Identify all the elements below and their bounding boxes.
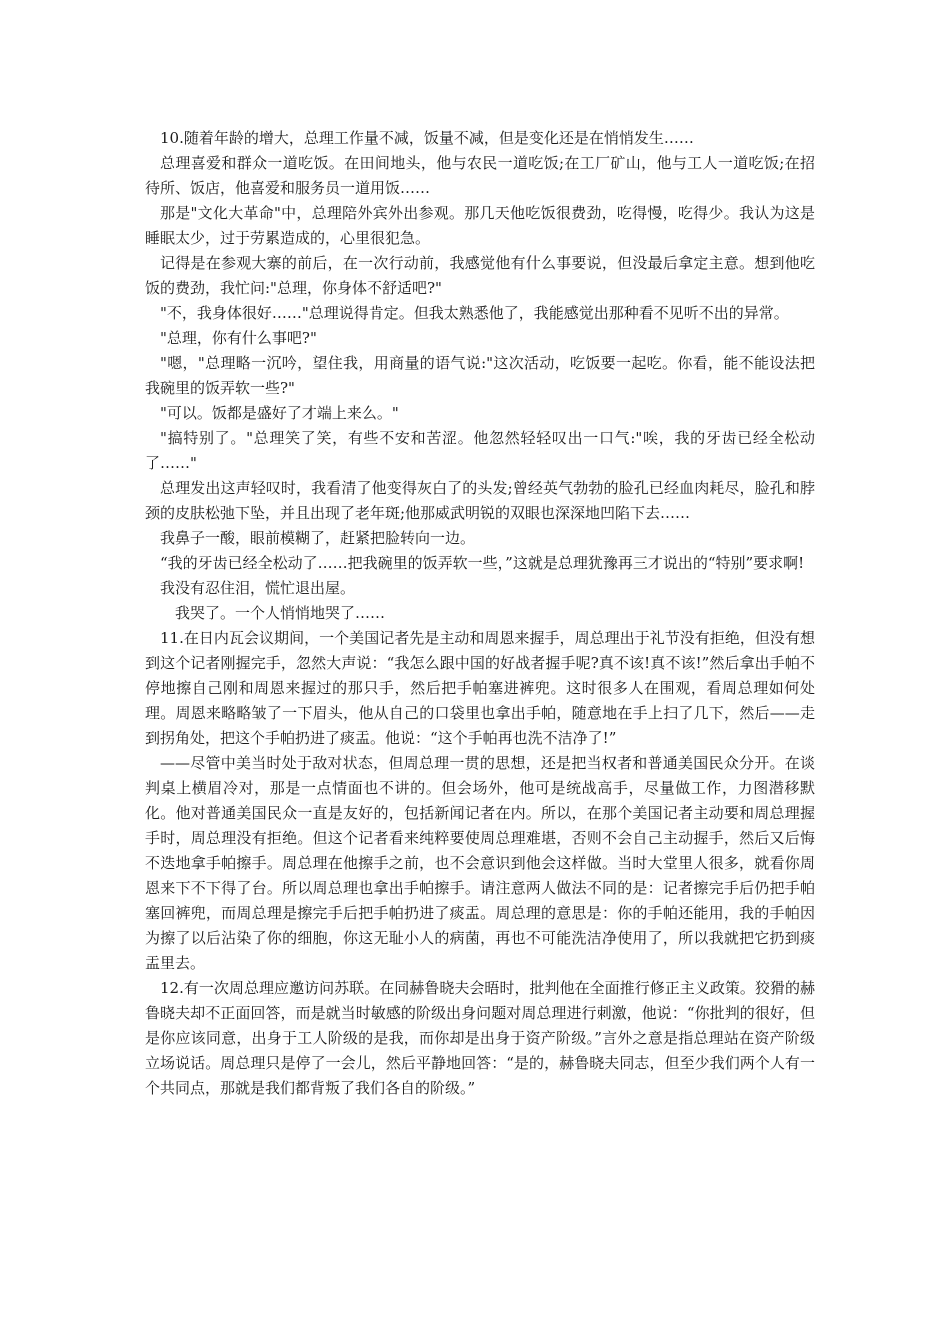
paragraph-tears: 我没有忍住泪，慌忙退出屋。 bbox=[160, 579, 356, 597]
paragraph-reply-can-do: "可以。饭都是盛好了才端上来么。" bbox=[160, 404, 399, 422]
paragraph-item-10-heading: 10.随着年龄的增大，总理工作量不减，饭量不减，但是变化还是在悄悄发生…… bbox=[160, 129, 694, 147]
paragraph-special-request: “我的牙齿已经全松动了……把我碗里的饭弄软一些，”这就是总理犹豫再三才说出的“特别”要求啊! bbox=[160, 554, 805, 572]
paragraph-dazhai-visit: 记得是在参观大寨的前后，在一次行动前，我感觉他有什么事要说，但没最后拿定主意。想到他吃饭的费劲，我忙问:"总理，你身体不舒适吧?" bbox=[145, 254, 815, 297]
paragraph-grey-hair: 总理发出这声轻叹时，我看清了他变得灰白了的头发;曾经英气勃勃的脸孔已经血肉耗尽，脸孔和脖颈的皮肤松弛下坠，并且出现了老年斑;他那威武明锐的双眼也深深地凹陷下去…… bbox=[145, 479, 815, 522]
paragraph-teeth-loose: "搞特别了。"总理笑了笑，有些不安和苦涩。他忽然轻轻叹出一口气:"唉，我的牙齿已经全松动了……" bbox=[145, 429, 815, 472]
paragraph-cultural-revolution: 那是"文化大革命"中，总理陪外宾外出参观。那几天他吃饭很费劲，吃得慢，吃得少。我认为这是睡眠太少，过于劳累造成的，心里很犯急。 bbox=[145, 204, 815, 247]
document-page bbox=[145, 126, 815, 1101]
paragraph-item-11-geneva: 11.在日内瓦会议期间，一个美国记者先是主动和周恩来握手，周总理出于礼节没有拒绝，但没有想到这个记者刚握完手，忽然大声说：“我怎么跟中国的好战者握手呢?真不该!真不该!”然后拿出手帕不停地擦自己刚和周恩来握过的那只手，然后把手帕塞进裤兜。这时很多人在围观，看周总理如何处理。周恩来略略皱了一下眉头，他从自己的口袋里也拿出手帕，随意地在手上扫了几下，然后——走到拐角处，把这个手帕扔进了痰盂。他说：“这个手帕再也洗不洁净了!” bbox=[145, 629, 815, 747]
paragraph-question: "总理，你有什么事吧?" bbox=[160, 329, 317, 347]
paragraph-body-fine: "不，我身体很好……"总理说得肯定。但我太熟悉他了，我能感觉出那种看不见听不出的异常。 bbox=[160, 304, 789, 322]
paragraph-eating-with-masses: 总理喜爱和群众一道吃饭。在田间地头，他与农民一道吃饭;在工厂矿山，他与工人一道吃饭;在招待所、饭店，他喜爱和服务员一道用饭…… bbox=[145, 154, 815, 197]
paragraph-soft-rice-request: "嗯，"总理略一沉吟，望住我，用商量的语气说:"这次活动，吃饭要一起吃。你看，能不能设法把我碗里的饭弄软一些?" bbox=[145, 354, 815, 397]
paragraph-item-12-soviet: 12.有一次周总理应邀访问苏联。在同赫鲁晓夫会晤时，批判他在全面推行修正主义政策。狡猾的赫鲁晓夫却不正面回答，而是就当时敏感的阶级出身问题对周总理进行刺激，他说：“你批判的很好，但是你应该同意，出身于工人阶级的是我，而你却是出身于资产阶级。”言外之意是指总理站在资产阶级立场说话。周总理只是停了一会儿，然后平静地回答：“是的，赫鲁晓夫同志，但至少我们两个人有一个共同点，那就是我们都背叛了我们各自的阶级。” bbox=[145, 979, 815, 1097]
paragraph-crying: 我哭了。一个人悄悄地哭了…… bbox=[175, 604, 386, 622]
paragraph-item-11-analysis: ——尽管中美当时处于敌对状态，但周总理一贯的思想，还是把当权者和普通美国民众分开。在谈判桌上横眉冷对，那是一点情面也不讲的。但会场外，他可是统战高手，尽量做工作，力图潜移默化。他对普通美国民众一直是友好的，包括新闻记者在内。所以，在那个美国记者主动要和周总理握手时，周总理没有拒绝。但这个记者看来纯粹要使周总理难堪，否则不会自己主动握手，然后又后悔不迭地拿手帕擦手。周总理在他擦手之前，也不会意识到他会这样做。当时大堂里人很多，就看你周恩来下不下得了台。所以周总理也拿出手帕擦手。请注意两人做法不同的是：记者擦完手后仍把手帕塞回裤兜，而周总理是擦完手后把手帕扔进了痰盂。周总理的意思是：你的手帕还能用，我的手帕因为擦了以后沾染了你的细胞，你这无耻小人的病菌，再也不可能洗洁净使用了，所以我就把它扔到痰盂里去。 bbox=[145, 754, 815, 972]
paragraph-nose-sour: 我鼻子一酸，眼前模糊了，赶紧把脸转向一边。 bbox=[160, 529, 476, 547]
